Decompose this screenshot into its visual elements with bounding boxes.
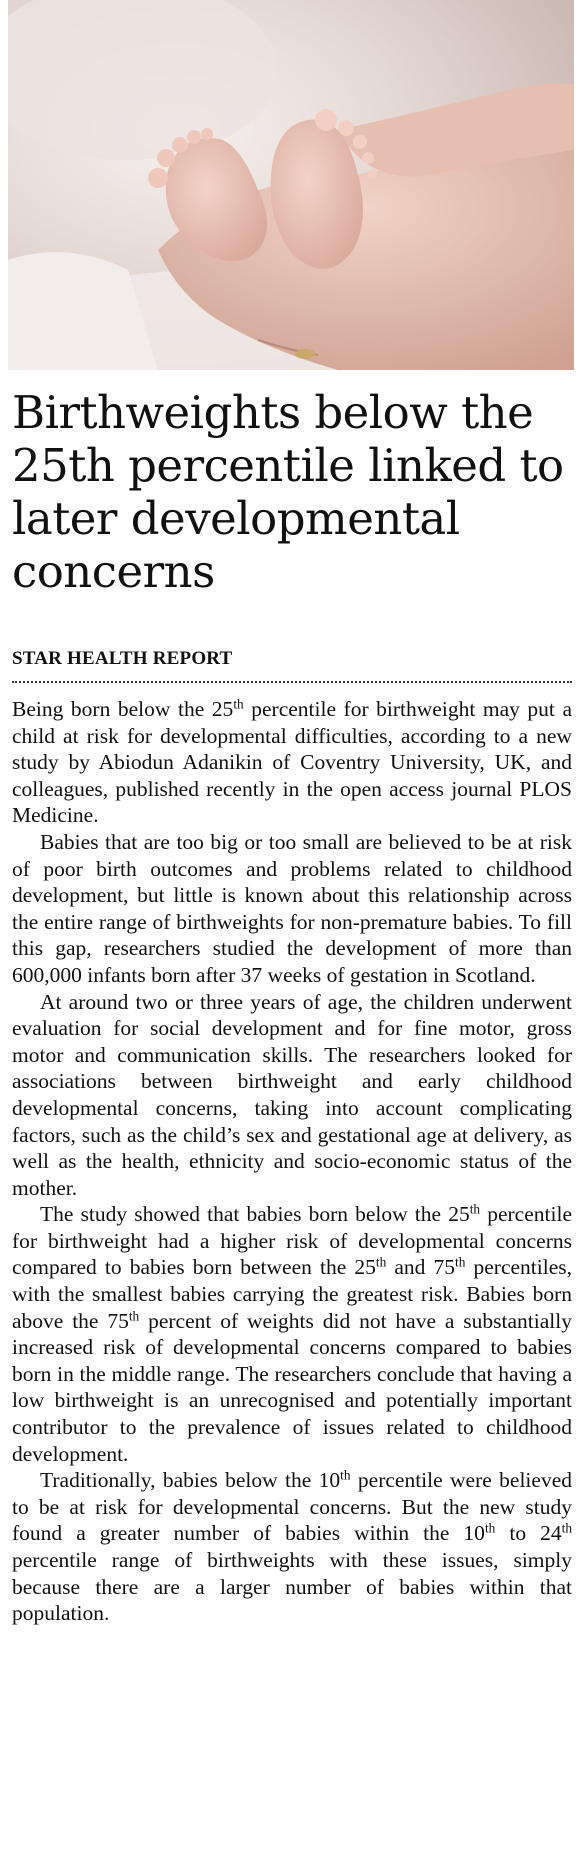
baby-feet-photo — [8, 0, 574, 370]
baby-feet-illustration — [8, 0, 574, 370]
paragraph-3: At around two or three years of age, the children underwent evaluation for social development and for fine motor, gross motor and communication skills. The researchers looked for associations between birthweight and early childhood developmental concerns, taking into account complicating factors, such as the child’s sex and gestational age at delivery, as well as the health, ethnicity and socio-economic status of the mother. — [12, 989, 572, 1200]
paragraph-2: Babies that are too big or too small are believed to be at risk of poor birth outcomes and problems related to childhood development, but little is known about this relationship across the entire range of birthweights for non-premature babies. To fill this gap, researchers studied the development of more than 600,000 infants born after 37 weeks of gestation in Scotland. — [12, 829, 572, 987]
article-headline: Birthweights below the 25th percentile linked to later developmental concerns — [12, 386, 564, 598]
byline: STAR HEALTH REPORT — [12, 648, 233, 669]
paragraph-1: Being born below the 25th percentile for birthweight may put a child at risk for developmental difficulties, according to a new study by Abiodun Adanikin of Coventry University, UK, and colleagues, published recently in the open access journal PLOS Medicine. — [12, 696, 572, 828]
article-body — [12, 696, 572, 1627]
paragraph-4: The study showed that babies born below the 25th percentile for birthweight had a higher risk of developmental concerns compared to babies born between the 25th and 75th percentiles, with the smallest babies carrying the greatest risk. Babies born above the 75th percent of weights did not have a substantially increased risk of developmental concerns compared to babies born in the middle range. The researchers conclude that having a low birthweight is an unrecognised and potentially important contributor to the prevalence of issues related to childhood development. — [12, 1201, 572, 1466]
paragraph-5: Traditionally, babies below the 10th percentile were believed to be at risk for developmental concerns. But the new study found a greater number of babies within the 10th to 24th percentile range of birthweights with these issues, simply because there are a larger number of babies within that population. — [12, 1467, 572, 1626]
dotted-divider — [12, 681, 572, 683]
